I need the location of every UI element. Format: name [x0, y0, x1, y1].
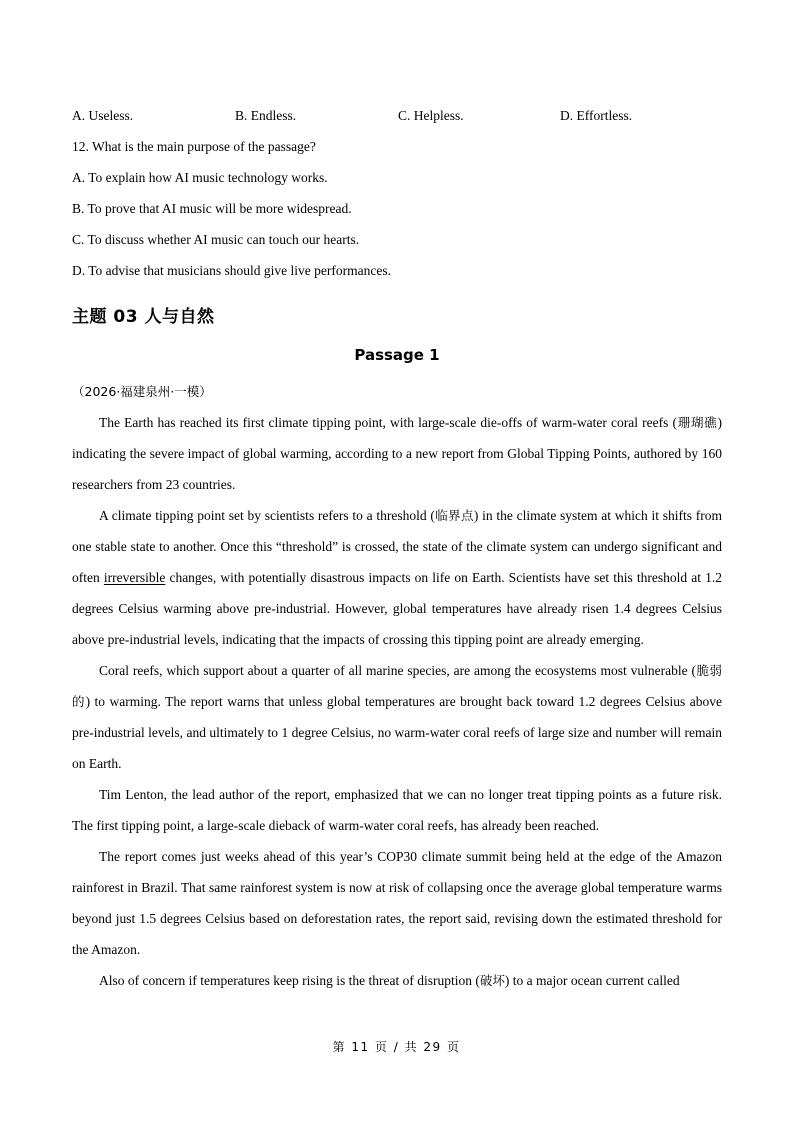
paragraph-3 [72, 655, 722, 779]
p1-text-part-2: ) indicating the severe impact of global warming, according to a new report from Global Tipping Points, authored by 160 researchers from 23 countries. [72, 415, 722, 492]
source-line: （2026·福建泉州·一模） [72, 384, 212, 399]
p2-text-part-1: A climate tipping point set by scientists refers to a threshold ( [99, 508, 435, 523]
p2-text-part-2: ) in the climate system at which it shifts from one stable state to another. Once this “threshold” is crossed, the state of the climate system can undergo significant and often [72, 508, 723, 585]
section-heading: 主题 03 人与自然 [72, 307, 215, 327]
question-12-stem: 12. What is the main purpose of the passage? [72, 139, 316, 154]
paragraph-5: The report comes just weeks ahead of this year’s COP30 climate summit being held at the edge of the Amazon rainforest in Brazil. That same rainforest system is now at risk of collapsing once the average global temperature warms beyond just 1.5 degrees Celsius based on deforestation rates, the report said, revising down the estimated threshold for the Amazon. [72, 849, 722, 957]
p2-text-part-3: changes, with potentially disastrous impacts on life on Earth. Scientists have set this threshold at 1.2 degrees Celsius warming above pre-industrial. However, global temperatures have already risen 1.4 degrees Celsius above pre-industrial levels, indicating that the impacts of crossing this tipping point are already emerging. [72, 570, 722, 647]
question-12-option-c: C. To discuss whether AI music can touch our hearts. [72, 232, 360, 247]
p6-chinese-gloss: 破坏 [479, 973, 505, 988]
question-11-options-row [72, 100, 722, 131]
page-content [72, 100, 722, 996]
paragraph-6 [72, 965, 722, 996]
p6-text-part-1: Also of concern if temperatures keep rising is the threat of disruption ( [99, 973, 480, 988]
option-d: D. Effortless. [560, 108, 633, 123]
p1-chinese-gloss: 珊瑚礁 [676, 415, 718, 430]
page-footer: 第 11 页 / 共 29 页 [332, 1040, 461, 1054]
paragraph-2 [72, 500, 722, 655]
p1-text-part-1: The Earth has reached its first climate tipping point, with large-scale die-offs of warm-water coral reefs ( [99, 415, 677, 430]
p6-text-part-2: ) to a major ocean current called [504, 973, 680, 988]
p2-chinese-gloss: 临界点 [434, 508, 474, 523]
p3-text-part-2: ) to warming. The report warns that unless global temperatures are brought back toward 1.2 degrees Celsius above pre-industrial levels, and ultimately to 1 degree Celsius, no warm-water coral reefs of large size and number will remain on Earth. [72, 694, 722, 771]
option-c: C. Helpless. [398, 108, 464, 123]
paragraph-1 [72, 407, 722, 500]
paragraph-4: Tim Lenton, the lead author of the report, emphasized that we can no longer treat tipping points as a future risk. The first tipping point, a large-scale dieback of warm-water coral reefs, has already been reached. [72, 787, 722, 833]
p3-text-part-1: Coral reefs, which support about a quarter of all marine species, are among the ecosystems most vulnerable ( [99, 663, 696, 678]
passage-title: Passage 1 [354, 346, 440, 364]
question-12-option-a: A. To explain how AI music technology works. [72, 170, 328, 185]
question-12-option-d: D. To advise that musicians should give live performances. [72, 263, 391, 278]
question-12-option-b: B. To prove that AI music will be more widespread. [72, 201, 352, 216]
p2-underlined-word: irreversible [103, 570, 166, 585]
option-b: B. Endless. [235, 108, 297, 123]
p3-chinese-gloss: 脆弱的 [72, 663, 722, 709]
option-a: A. Useless. [72, 108, 134, 123]
